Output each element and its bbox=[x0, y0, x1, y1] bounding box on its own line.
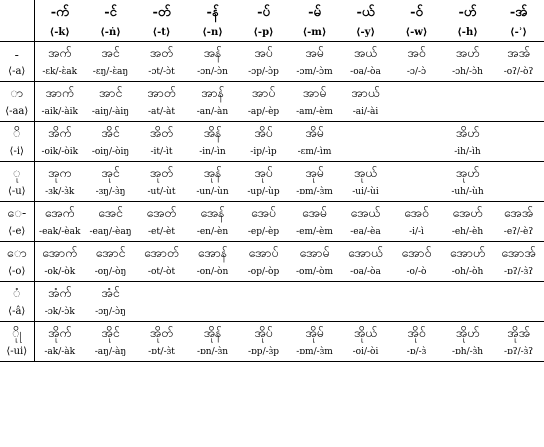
final-translit: ⟨-n⟩ bbox=[187, 23, 238, 42]
final-translit: ⟨-y⟩ bbox=[340, 23, 391, 42]
vowel-label-script: ေ- bbox=[0, 202, 34, 225]
script-cell: အေတ် bbox=[146, 204, 177, 220]
script-cell: အုယ် bbox=[353, 164, 378, 180]
ipa-cell bbox=[391, 184, 442, 202]
ipa-cell: -ip/-ìp bbox=[238, 144, 289, 162]
script-cell: အာတ် bbox=[147, 84, 176, 100]
table-row-ipa bbox=[0, 264, 544, 282]
ipa-cell: -o/-ò bbox=[391, 264, 442, 282]
ipa-cell: -un/-ùn bbox=[187, 184, 238, 202]
script-cell: အဟ် bbox=[455, 44, 480, 60]
script-cell bbox=[238, 282, 289, 305]
table-row-script bbox=[0, 162, 544, 185]
ipa-cell bbox=[340, 304, 391, 322]
ipa-cell: -oh/-òh bbox=[442, 264, 493, 282]
vowel-label-script: ိ bbox=[0, 122, 34, 145]
ipa-cell: -ɔm/-ɔ̀m bbox=[289, 64, 340, 82]
ipa-cell: -ui/-ùi bbox=[340, 184, 391, 202]
script-cell bbox=[289, 282, 340, 305]
script-cell bbox=[493, 122, 544, 145]
ipa-cell: -ai/-ài bbox=[340, 104, 391, 122]
ipa-cell: -aiŋ/-àiŋ bbox=[85, 104, 136, 122]
vowel-label-translit: ⟨-i⟩ bbox=[0, 144, 34, 162]
ipa-cell bbox=[391, 104, 442, 122]
script-cell: အိက် bbox=[47, 124, 72, 140]
ipa-cell: -up/-ùp bbox=[238, 184, 289, 202]
script-cell: အိုဟ် bbox=[455, 324, 480, 340]
script-cell: အိုဝ် bbox=[407, 324, 426, 340]
ipa-cell: -ih/-ìh bbox=[442, 144, 493, 162]
ipa-cell: -ɛm/-ìm bbox=[289, 144, 340, 162]
table-row-ipa bbox=[0, 344, 544, 362]
script-cell: အောပ် bbox=[248, 244, 279, 260]
ipa-cell: -ɔ/-ɔ̀ bbox=[391, 64, 442, 82]
final-translit: ⟨-t⟩ bbox=[136, 23, 187, 42]
final-translit: ⟨-ṅ⟩ bbox=[85, 23, 136, 42]
ipa-cell: -an/-àn bbox=[187, 104, 238, 122]
final-header: -က် bbox=[50, 4, 69, 20]
table-row-ipa bbox=[0, 144, 544, 162]
ipa-cell: -ap/-èp bbox=[238, 104, 289, 122]
ipa-cell: -aik/-àik bbox=[34, 104, 85, 122]
script-cell: အောက် bbox=[42, 244, 78, 260]
script-cell: အိုပ် bbox=[254, 324, 273, 340]
ipa-cell: -am/-èm bbox=[289, 104, 340, 122]
ipa-cell: -ɛk/-ɛ̀ak bbox=[34, 64, 85, 82]
final-translit: ⟨-p⟩ bbox=[238, 23, 289, 42]
script-cell: အေက် bbox=[44, 204, 75, 220]
vowel-label-translit: ⟨-a⟩ bbox=[0, 64, 34, 82]
script-cell: အိုမ် bbox=[305, 324, 324, 340]
ipa-cell: -om/-òm bbox=[289, 264, 340, 282]
script-cell: အိုအ် bbox=[507, 324, 530, 340]
script-cell: အောအ် bbox=[501, 244, 536, 260]
script-cell: အုဟ် bbox=[455, 164, 480, 180]
script-cell: အိုက် bbox=[47, 324, 72, 340]
ipa-cell: -oa/-òa bbox=[340, 264, 391, 282]
script-cell: အိုင် bbox=[101, 324, 120, 340]
ipa-cell: -oa/-òa bbox=[340, 64, 391, 82]
final-header: -ဟ် bbox=[458, 4, 477, 20]
script-cell: အောဟ် bbox=[449, 244, 486, 260]
ipa-cell: -ɜŋ/-ɜ̀ŋ bbox=[85, 184, 136, 202]
script-cell bbox=[493, 82, 544, 105]
script-cell: အိုယ် bbox=[353, 324, 378, 340]
ipa-cell: -in/-ìn bbox=[187, 144, 238, 162]
script-cell: အေယ် bbox=[350, 204, 381, 220]
script-cell: အေန် bbox=[200, 204, 225, 220]
ipa-cell bbox=[442, 104, 493, 122]
vowel-label-script: ံ bbox=[0, 282, 34, 305]
ipa-cell: -uh/-ùh bbox=[442, 184, 493, 202]
script-cell: အာမ် bbox=[302, 84, 327, 100]
ipa-cell: -ɒ/-ɜ̀ bbox=[391, 344, 442, 362]
script-cell: အေဟ် bbox=[452, 204, 483, 220]
ipa-cell: -ot/-òt bbox=[136, 264, 187, 282]
ipa-cell: -ok/-òk bbox=[34, 264, 85, 282]
table-row-script bbox=[0, 42, 544, 65]
script-cell: အေင် bbox=[98, 204, 123, 220]
script-cell bbox=[340, 282, 391, 305]
ipa-cell: -ɔp/-ɔ̀p bbox=[238, 64, 289, 82]
script-cell: အက် bbox=[47, 44, 72, 60]
script-cell: အိမ် bbox=[305, 124, 324, 140]
ipa-cell bbox=[391, 304, 442, 322]
script-cell: အိုန် bbox=[203, 324, 222, 340]
ipa-cell: -oʔ/-òʔ bbox=[493, 64, 544, 82]
script-cell: အပ် bbox=[254, 44, 273, 60]
script-cell: အေဝ် bbox=[404, 204, 429, 220]
header-row-translit bbox=[0, 23, 544, 42]
ipa-cell: -et/-èt bbox=[136, 224, 187, 242]
header-row-script bbox=[0, 0, 544, 23]
ipa-cell: -ɒm/-ɜ̀m bbox=[289, 344, 340, 362]
script-cell bbox=[391, 122, 442, 145]
final-header: -ယ် bbox=[356, 4, 375, 20]
final-translit: ⟨-h⟩ bbox=[442, 23, 493, 42]
ipa-cell: -ɔn/-ɔ̀n bbox=[187, 64, 238, 82]
table-row-script bbox=[0, 202, 544, 225]
script-cell: အေပ် bbox=[251, 204, 276, 220]
final-header: -ပ် bbox=[257, 4, 270, 20]
table-row-ipa bbox=[0, 64, 544, 82]
script-cell bbox=[493, 282, 544, 305]
ipa-cell bbox=[493, 144, 544, 162]
corner-cell bbox=[0, 0, 34, 23]
ipa-cell bbox=[136, 304, 187, 322]
script-cell: အေမ် bbox=[302, 204, 327, 220]
ipa-cell: -i/-ì bbox=[391, 224, 442, 242]
vowel-label-script: ော bbox=[0, 242, 34, 265]
ipa-cell: -ɔt/-ɔ̀t bbox=[136, 64, 187, 82]
script-cell: အင် bbox=[101, 44, 120, 60]
script-cell bbox=[391, 282, 442, 305]
final-header: -င် bbox=[104, 4, 117, 20]
script-cell bbox=[442, 282, 493, 305]
ipa-cell: -ea/-èa bbox=[340, 224, 391, 242]
script-cell bbox=[442, 82, 493, 105]
ipa-cell: -eaŋ/-èaŋ bbox=[85, 224, 136, 242]
ipa-cell: -ɒm/-ɜ̀m bbox=[289, 184, 340, 202]
script-cell: အိန် bbox=[203, 124, 222, 140]
script-cell bbox=[493, 162, 544, 185]
script-cell bbox=[136, 282, 187, 305]
script-cell: အိဟ် bbox=[455, 124, 480, 140]
script-cell: အောန် bbox=[197, 244, 228, 260]
table-body bbox=[0, 42, 544, 362]
vowel-label-translit: ⟨-o⟩ bbox=[0, 264, 34, 282]
script-cell: အုတ် bbox=[149, 164, 174, 180]
ipa-cell: -op/-òp bbox=[238, 264, 289, 282]
script-cell: အိပ် bbox=[254, 124, 273, 140]
ipa-cell: -ɜk/-ɜ̀k bbox=[34, 184, 85, 202]
ipa-cell: -ɔŋ/-ɔ̀ŋ bbox=[85, 304, 136, 322]
script-cell bbox=[391, 162, 442, 185]
table-row-script bbox=[0, 282, 544, 305]
script-cell: အောဝ် bbox=[401, 244, 432, 260]
vowel-label-script: ိုု bbox=[0, 322, 34, 345]
vowel-label-script: ု bbox=[0, 162, 34, 185]
script-cell: အုန် bbox=[203, 164, 222, 180]
script-cell bbox=[391, 82, 442, 105]
ipa-cell: -ɒt/-ɜ̀t bbox=[136, 344, 187, 362]
ipa-cell: -at/-àt bbox=[136, 104, 187, 122]
ipa-cell bbox=[340, 144, 391, 162]
vowel-label-translit: ⟨-e⟩ bbox=[0, 224, 34, 242]
ipa-cell bbox=[442, 304, 493, 322]
ipa-cell bbox=[238, 304, 289, 322]
table-row-script bbox=[0, 242, 544, 265]
ipa-cell: -ɒʔ/-ɜ̀ʔ bbox=[493, 264, 544, 282]
script-cell: အတ် bbox=[149, 44, 174, 60]
script-cell: အံင် bbox=[101, 284, 120, 300]
vowel-label-translit: ⟨-â⟩ bbox=[0, 304, 34, 322]
script-cell: အာပ် bbox=[251, 84, 276, 100]
ipa-cell: -ak/-àk bbox=[34, 344, 85, 362]
final-translit: ⟨-k⟩ bbox=[34, 23, 85, 42]
script-cell: အောယ် bbox=[347, 244, 384, 260]
script-cell: အာန် bbox=[200, 84, 225, 100]
ipa-cell bbox=[493, 304, 544, 322]
script-cell: အိင် bbox=[101, 124, 120, 140]
final-header: -ဝ် bbox=[410, 4, 423, 20]
script-cell: အာက် bbox=[45, 84, 75, 100]
ipa-cell bbox=[289, 304, 340, 322]
ipa-cell: -ɒn/-ɜ̀n bbox=[187, 344, 238, 362]
script-cell: အာင် bbox=[98, 84, 123, 100]
table-row-ipa bbox=[0, 224, 544, 242]
script-cell: အံက် bbox=[47, 284, 72, 300]
ipa-cell bbox=[493, 184, 544, 202]
table-row-ipa bbox=[0, 304, 544, 322]
table-row-ipa bbox=[0, 104, 544, 122]
script-cell: အောင် bbox=[95, 244, 126, 260]
script-cell: အယ် bbox=[353, 44, 378, 60]
script-cell bbox=[340, 122, 391, 145]
script-cell: အမ် bbox=[305, 44, 324, 60]
ipa-cell: -on/-òn bbox=[187, 264, 238, 282]
script-cell: အန် bbox=[203, 44, 222, 60]
ipa-cell: -aŋ/-àŋ bbox=[85, 344, 136, 362]
script-cell: အုပ် bbox=[254, 164, 273, 180]
script-cell: အာယ် bbox=[351, 84, 380, 100]
final-header: -န် bbox=[206, 4, 219, 20]
vowel-label-translit: ⟨-u⟩ bbox=[0, 184, 34, 202]
final-header: -တ် bbox=[152, 4, 171, 20]
final-translit: ⟨-m⟩ bbox=[289, 23, 340, 42]
ipa-cell: -ut/-ùt bbox=[136, 184, 187, 202]
ipa-cell: -oi/-òi bbox=[340, 344, 391, 362]
final-translit: ⟨-w⟩ bbox=[391, 23, 442, 42]
script-cell: အုက bbox=[47, 164, 72, 180]
ipa-cell: -em/-èm bbox=[289, 224, 340, 242]
corner-cell bbox=[0, 23, 34, 42]
script-cell: အုမ် bbox=[305, 164, 324, 180]
table-row-script bbox=[0, 322, 544, 345]
script-cell: အိုတ် bbox=[149, 324, 174, 340]
final-translit: ⟨-ʾ⟩ bbox=[493, 23, 544, 42]
script-cell: အောတ် bbox=[143, 244, 180, 260]
ipa-cell: -ɒʔ/-ɜ̀ʔ bbox=[493, 344, 544, 362]
script-cell: အအ် bbox=[507, 44, 530, 60]
ipa-cell: -eak/-èak bbox=[34, 224, 85, 242]
script-cell: အောမ် bbox=[299, 244, 330, 260]
script-cell bbox=[187, 282, 238, 305]
ipa-cell: -eʔ/-èʔ bbox=[493, 224, 544, 242]
script-cell: အိတ် bbox=[149, 124, 174, 140]
vowel-label-translit: ⟨-aa⟩ bbox=[0, 104, 34, 122]
table-row-script bbox=[0, 82, 544, 105]
ipa-cell: -ɒh/-ɜ̀h bbox=[442, 344, 493, 362]
ipa-cell: -it/-ìt bbox=[136, 144, 187, 162]
table-row-ipa bbox=[0, 184, 544, 202]
vowel-label-script: ာ bbox=[0, 82, 34, 105]
script-cell: အဝ် bbox=[407, 44, 426, 60]
table-row-script bbox=[0, 122, 544, 145]
script-cell: အုင် bbox=[101, 164, 120, 180]
ipa-cell: -eh/-èh bbox=[442, 224, 493, 242]
ipa-cell: -oŋ/-òŋ bbox=[85, 264, 136, 282]
ipa-cell: -ɛŋ/-ɛ̀aŋ bbox=[85, 64, 136, 82]
ipa-cell bbox=[187, 304, 238, 322]
script-cell: အေအ် bbox=[503, 204, 534, 220]
vowel-label-translit: ⟨-ui⟩ bbox=[0, 344, 34, 362]
vowel-label-script: - bbox=[0, 42, 34, 65]
ipa-cell: -ɔh/-ɔ̀h bbox=[442, 64, 493, 82]
final-header: -အ် bbox=[509, 4, 528, 20]
ipa-cell: -ep/-èp bbox=[238, 224, 289, 242]
final-header: -မ် bbox=[308, 4, 321, 20]
ipa-cell bbox=[493, 104, 544, 122]
ipa-cell: -oik/-òik bbox=[34, 144, 85, 162]
ipa-cell bbox=[391, 144, 442, 162]
ipa-cell: -en/-èn bbox=[187, 224, 238, 242]
ipa-cell: -ɔk/-ɔ̀k bbox=[34, 304, 85, 322]
ipa-cell: -oiŋ/-òiŋ bbox=[85, 144, 136, 162]
ipa-cell: -ɒp/-ɜ̀p bbox=[238, 344, 289, 362]
